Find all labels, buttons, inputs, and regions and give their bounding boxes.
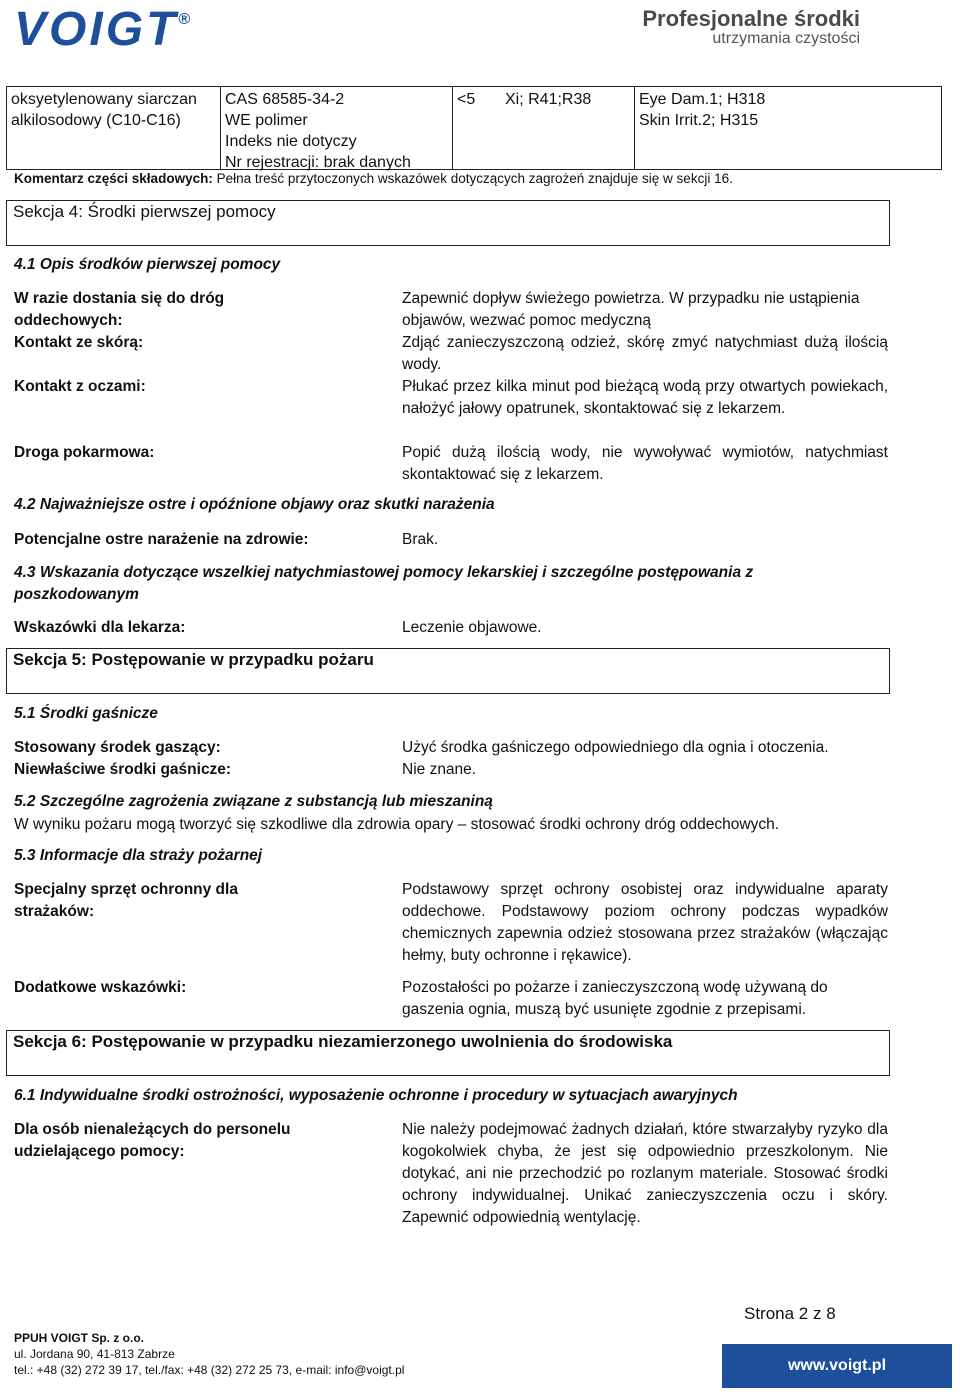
section-5-3-title: 5.3 Informacje dla straży pożarnej [14,847,263,864]
inhalation-text: Zapewnić dopływ świeżego powietrza. W przypadku nie ustąpienia objawów, wezwać pomoc medyczną [402,290,860,329]
component-ids [221,87,453,169]
index-number: Indeks nie dotyczy [225,133,357,150]
company-contact: tel.: +48 (32) 272 39 17, tel./fax: +48 (32) 272 25 73, e-mail: info@voigt.pl [14,1363,405,1377]
cas-number: CAS 68585-34-2 [225,91,345,108]
section-6-1-title: 6.1 Indywidualne środki ostrożności, wyposażenie ochronne i procedury w sytuacjach awaryjnych [14,1087,738,1104]
comment-text: Pełna treść przytoczonych wskazówek dotyczących zagrożeń znajduje się w sekcji 16. [216,171,733,186]
registration-number: Nr rejestracji: brak danych [225,154,411,171]
section-5-title: Sekcja 5: Postępowanie w przypadku pożaru [13,650,374,669]
component-concentration: <5 [457,91,476,108]
extinguishing-text: Użyć środka gaśniczego odpowiedniego dla ognia i otoczenia. [402,739,829,756]
component-name: oksyetylenowany siarczan alkilosodowy (C10-C16) [7,87,221,169]
acute-exposure-text: Brak. [402,531,439,548]
acute-exposure-label: Potencjalne ostre narażenie na zdrowie: [14,531,309,548]
eye-text: Płukać przez kilka minut pod bieżącą wodą przy otwartych powiekach, nałożyć jałowy opatrunek, skontaktować się z lekarzem. [402,378,888,417]
oral-text: Popić dużą ilością wody, nie wywoływać wymiotów, natychmiast skontaktować się z lekarzem. [402,444,888,483]
unsuitable-label: Niewłaściwe środki gaśnicze: [14,761,232,778]
section-6-title: Sekcja 6: Postępowanie w przypadku niezamierzonego uwolnienia do środowiska [13,1032,673,1051]
equipment-text: Podstawowy sprzęt ochrony osobistej oraz indywidualne aparaty oddechowe. Podstawowy poziom ochrony podczas wypadków chemicznych zapewnia odzież stosowana przez strażaków (włączając hełmy, buty ochronne i rękawice). [402,881,888,964]
hazard-skin: Skin Irrit.2; H315 [639,112,759,129]
unsuitable-text: Nie znane. [402,761,477,778]
doctor-text: Leczenie objawowe. [402,619,542,636]
website-link[interactable]: www.voigt.pl [722,1344,952,1388]
page-number: Strona 2 z 8 [744,1304,836,1323]
oral-label: Droga pokarmowa: [14,444,155,461]
equipment-label: Specjalny sprzęt ochronny dla strażaków: [14,881,238,920]
eye-label: Kontakt z oczami: [14,378,146,395]
footer-company-info [14,1330,404,1378]
skin-label: Kontakt ze skórą: [14,334,144,351]
skin-text: Zdjąć zanieczyszczoną odzież, skórę zmyć natychmiast dużą ilością wody. [402,334,888,373]
doctor-label: Wskazówki dla lekarza: [14,619,186,636]
section-4-header [6,200,890,246]
component-class-old: Xi; R41;R38 [501,87,635,169]
company-address: ul. Jordana 90, 41-813 Zabrze [14,1347,175,1361]
comment-label: Komentarz części składowych: [14,171,213,186]
section-4-title: Sekcja 4: Środki pierwszej pomocy [13,202,276,221]
hazard-eye: Eye Dam.1; H318 [639,91,766,108]
extra-advice-label: Dodatkowe wskazówki: [14,979,187,996]
non-emergency-label: Dla osób nienależących do personelu udzielającego pomocy: [14,1121,291,1160]
company-name: PPUH VOIGT Sp. z o.o. [14,1331,145,1345]
section-4-1-title: 4.1 Opis środków pierwszej pomocy [14,256,281,273]
extinguishing-label: Stosowany środek gaszący: [14,739,221,756]
section-5-1-title: 5.1 Środki gaśnicze [14,705,158,722]
header-tagline-1: Profesjonalne środki [642,6,860,31]
component-class-new [635,87,941,169]
extra-advice-text: Pozostałości po pożarze i zanieczyszczoną wodę używaną do gaszenia ognia, muszą być usunięte zgodnie z przepisami. [402,979,828,1018]
section-5-2-title: 5.2 Szczególne zagrożenia związane z substancją lub mieszaniną [14,793,493,810]
section-4-2-title: 4.2 Najważniejsze ostre i opóźnione objawy oraz skutki narażenia [14,496,495,513]
non-emergency-text: Nie należy podejmować żadnych działań, które stwarzałyby ryzyko dla kogokolwiek chyba, że jest się odpowiednio przeszkolonym. Nie dotykać, ani nie przechodzić po rozlanym materiale. Stosować środki ochrony indywidualnej. Unikać zanieczyszczenia oczu i skóry. Zapewnić odpowiednią wentylację. [402,1121,888,1226]
header-tagline-2: utrzymania czystości [712,30,860,47]
inhalation-label: W razie dostania się do dróg oddechowych: [14,290,225,329]
voigt-logo: VOIGT® [14,3,191,56]
component-comment [14,171,733,186]
fire-hazard-text: W wyniku pożaru mogą tworzyć się szkodliwe dla zdrowia opary – stosować środki ochrony dróg oddechowych. [14,816,780,833]
components-table-row [6,86,942,170]
section-6-header [6,1030,890,1076]
section-4-3-title: 4.3 Wskazania dotyczące wszelkiej natychmiastowej pomocy lekarskiej i szczególne postępowania z poszkodowanym [14,564,754,603]
section-5-header [6,648,890,694]
we-number: WE polimer [225,112,308,129]
